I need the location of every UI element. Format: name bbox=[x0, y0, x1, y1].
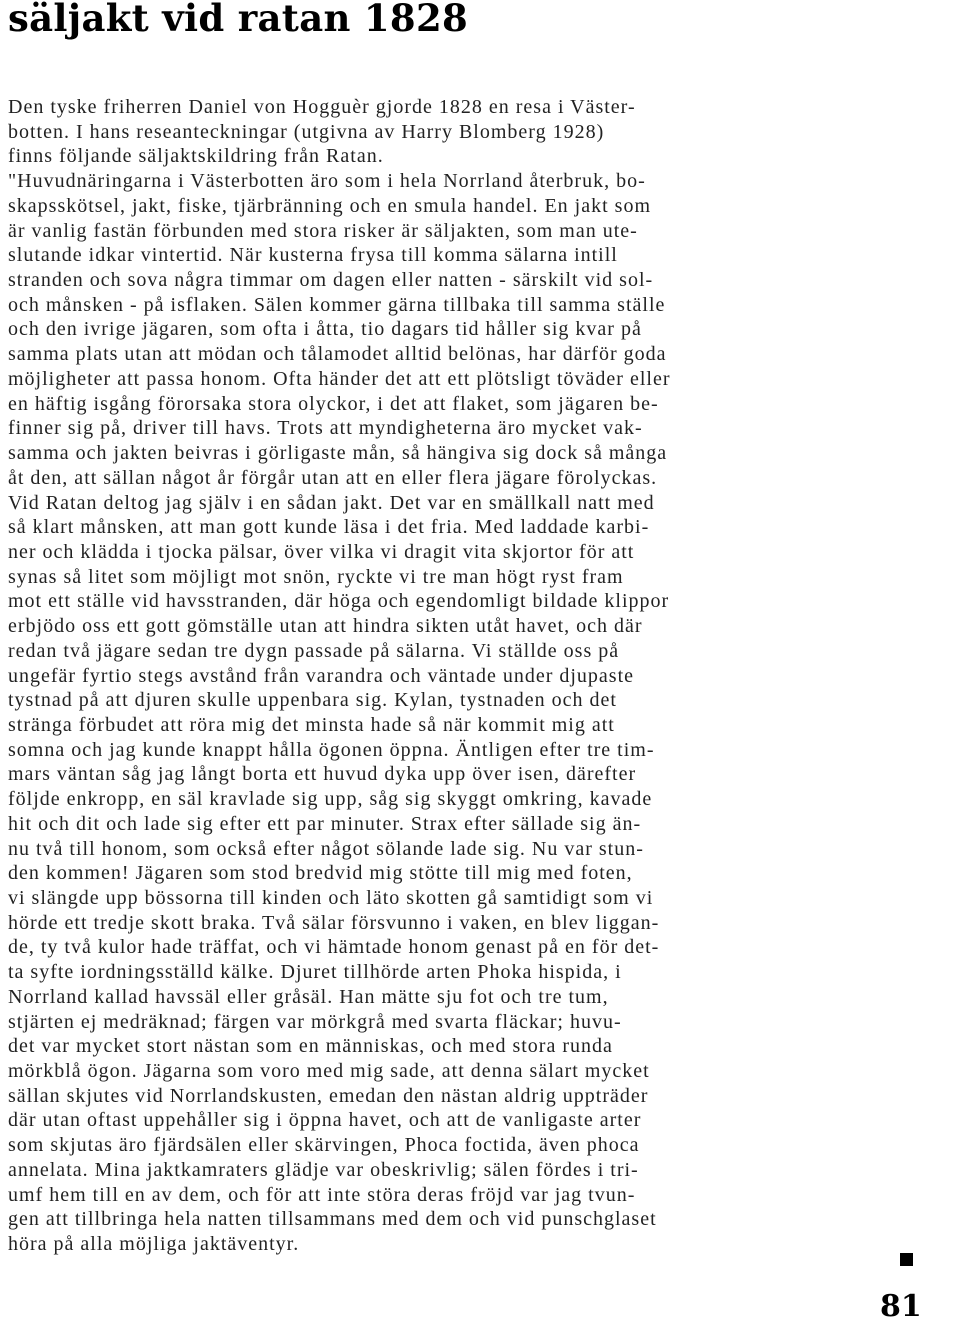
text-line: skapsskötsel, jakt, fiske, tjärbränning och en smula handel. En jakt som bbox=[8, 194, 651, 217]
end-of-article-square-icon bbox=[900, 1253, 913, 1266]
article-title: säljakt vid ratan 1828 bbox=[8, 0, 469, 40]
text-line: gen att tillbringa hela natten tillsammans med dem och vid punschglaset bbox=[8, 1208, 657, 1231]
text-line: så klart månsken, att man gott kunde läsa i det fria. Med laddade karbi- bbox=[8, 516, 650, 539]
text-line: "Huvudnäringarna i Västerbotten äro som i hela Norrland återbruk, bo- bbox=[8, 170, 646, 193]
text-line: det var mycket stort nästan som en människas, och med stora runda bbox=[8, 1035, 613, 1058]
text-line: och den ivrige jägaren, som ofta i åtta, tio dagars tid håller sig kvar på bbox=[8, 318, 642, 341]
text-line: slutande idkar vintertid. När kusterna frysa till komma sälarna intill bbox=[8, 244, 618, 267]
text-line: annelata. Mina jaktkamraters glädje var obeskrivlig; sälen fördes i tri- bbox=[8, 1158, 639, 1181]
text-line: stjärten ej medräknad; färgen var mörkgrå med svarta fläckar; huvu- bbox=[8, 1010, 622, 1033]
text-line: ta syfte iordningsställd kälke. Djuret tillhörde arten Phoka hispida, i bbox=[8, 961, 622, 984]
article-body bbox=[8, 95, 958, 1257]
text-line: som skjutas äro fjärdsälen eller skärvingen, Phoca foctida, även phoca bbox=[8, 1134, 640, 1157]
text-line: mot ett ställe vid havsstranden, där höga och egendomligt bildade klippor bbox=[8, 590, 670, 613]
text-line: åt den, att sällan något år förgår utan att en eller flera jägare förolyckas. bbox=[8, 466, 658, 489]
text-line: stränga förbudet att röra mig det minsta hade så när kommit mig att bbox=[8, 713, 615, 736]
text-line: möjligheter att passa honom. Ofta händer det att ett plötsligt töväder eller bbox=[8, 367, 671, 390]
text-line: ungefär fyrtio stegs avstånd från varandra och väntade under djupaste bbox=[8, 664, 635, 687]
text-line: nu två till honom, som också efter något sölande lade sig. Nu var stun- bbox=[8, 837, 644, 860]
text-line: är vanlig fastän förbunden med stora risker är säljakten, som man ute- bbox=[8, 219, 638, 242]
text-line: en häftig isgång förorsaka stora olyckor, i det att flaket, som jägaren be- bbox=[8, 392, 659, 415]
text-line: mars väntan såg jag långt borta ett huvud dyka upp över isen, därefter bbox=[8, 763, 637, 786]
text-line: umf hem till en av dem, och för att inte störa deras fröjd var jag tvun- bbox=[8, 1183, 636, 1206]
text-line: tystnad på att djuren skulle uppenbara sig. Kylan, tystnaden och det bbox=[8, 689, 617, 712]
text-line: Norrland kallad havssäl eller gråsäl. Han mätte sju fot och tre tum, bbox=[8, 985, 609, 1008]
text-line: ner och klädda i tjocka pälsar, över vilka vi dragit vita skjortor för att bbox=[8, 540, 635, 563]
text-line: den kommen! Jägaren som stod bredvid mig stötte till mig med foten, bbox=[8, 862, 633, 885]
text-line: Den tyske friherren Daniel von Hogguèr gjorde 1828 en resa i Väster- bbox=[8, 96, 636, 118]
text-line: mörkblå ögon. Jägarna som voro med mig sade, att denna sälart mycket bbox=[8, 1060, 650, 1083]
text-line: följde enkropp, en säl kravlade sig upp, såg sig skyggt omkring, kavade bbox=[8, 788, 653, 811]
text-line: de, ty två kulor hade träffat, och vi hämtade honom genast på en för det- bbox=[8, 936, 660, 959]
text-line: redan två jägare sedan tre dygn passade på sälarna. Vi ställde oss på bbox=[8, 639, 620, 662]
page-number: 81 bbox=[880, 1289, 922, 1324]
text-line: finner sig på, driver till havs. Trots att myndigheterna äro mycket vak- bbox=[8, 417, 643, 440]
text-line: vi slängde upp bössorna till kinden och läto skotten gå samtidigt som vi bbox=[8, 887, 654, 909]
text-line: där utan oftast uppehåller sig i öppna havet, och att de vanligaste arter bbox=[8, 1109, 642, 1132]
text-line: Vid Ratan deltog jag själv i en sådan jakt. Det var en smällkall natt med bbox=[8, 491, 655, 514]
text-line: synas så litet som möjligt mot snön, ryckte vi tre man högt ryst fram bbox=[8, 565, 624, 588]
text-line: samma plats utan att mödan och tålamodet alltid belönas, har därför goda bbox=[8, 343, 667, 366]
text-line: höra på alla möjliga jaktäventyr. bbox=[8, 1233, 300, 1256]
text-line: samma och jakten beivras i görligaste mån, så hängiva sig dock så många bbox=[8, 442, 668, 465]
text-line: sällan skjutes vid Norrlandskusten, emedan den nästan aldrig uppträder bbox=[8, 1084, 649, 1107]
text-line: erbjödo oss ett gott gömställe utan att hindra sikten utåt havet, och där bbox=[8, 615, 643, 638]
text-line: och månsken - på isflaken. Sälen kommer gärna tillbaka till samma ställe bbox=[8, 293, 666, 316]
text-line: finns följande säljaktskildring från Ratan. bbox=[8, 145, 384, 168]
text-line: hit och dit och lade sig efter ett par minuter. Strax efter sällade sig än- bbox=[8, 812, 642, 835]
text-line: stranden och sova några timmar om dagen eller natten - särskilt vid sol- bbox=[8, 269, 654, 292]
text-line: hörde ett tredje skott braka. Två sälar försvunno i vaken, en blev liggan- bbox=[8, 911, 660, 934]
text-line: somna och jag kunde knappt hålla ögonen öppna. Äntligen efter tre tim- bbox=[8, 738, 655, 761]
text-line: botten. I hans reseanteckningar (utgivna av Harry Blomberg 1928) bbox=[8, 120, 605, 143]
